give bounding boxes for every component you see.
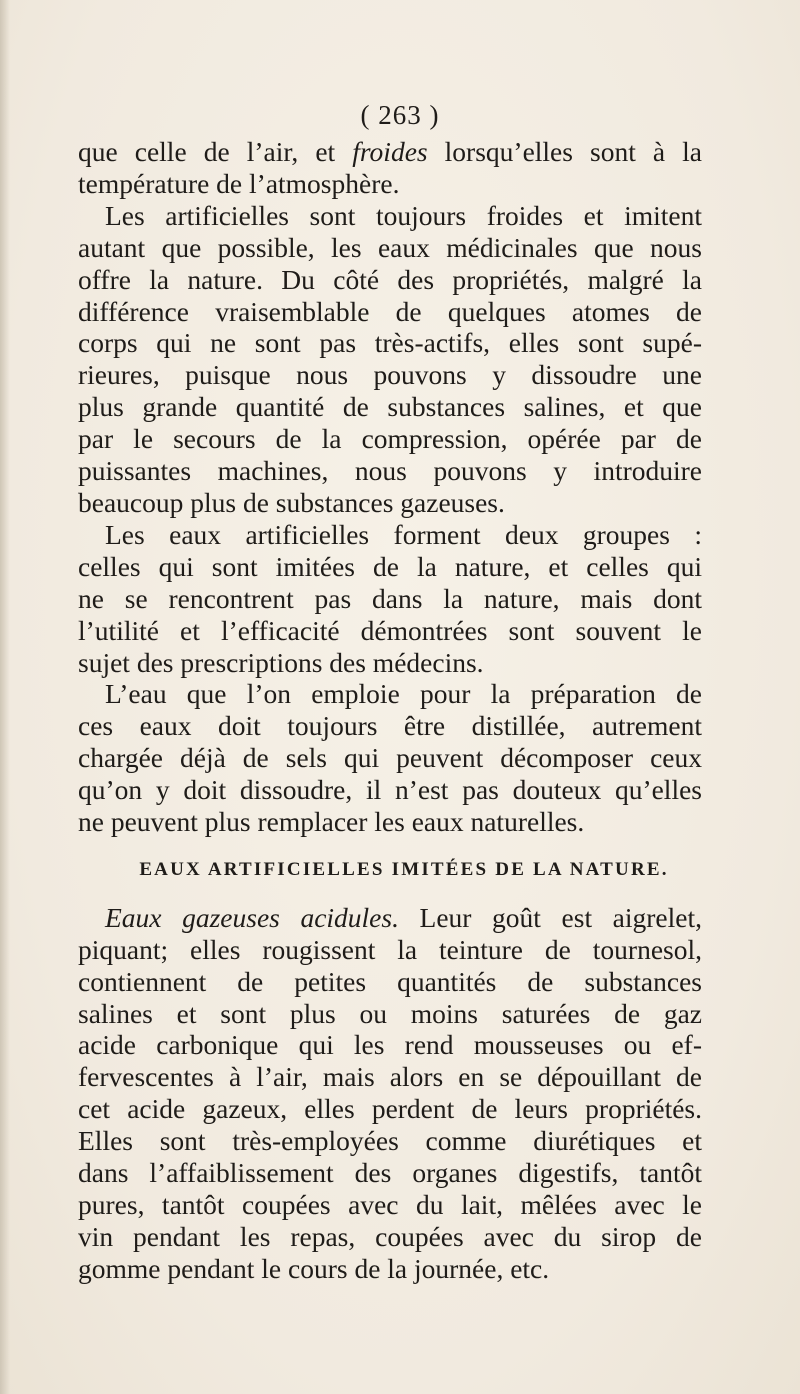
text-line: fervescentes à l’air, mais alors en se dépouillant de: [78, 1061, 702, 1093]
text-line: offre la nature. Du côté des propriétés, malgré la: [78, 263, 702, 295]
text-line: qu’on y doit dissoudre, il n’est pas douteux qu’elles: [78, 774, 702, 806]
text-line: corps qui ne sont pas très-actifs, elles sont supé-: [78, 327, 702, 359]
text-line: Les eaux artificielles forment deux groupes :: [105, 518, 702, 550]
text-line: puissantes machines, nous pouvons y introduire: [78, 455, 702, 487]
text-line: celles qui sont imitées de la nature, et celles qui: [78, 550, 702, 582]
page-number: ( 263 ): [360, 100, 440, 130]
text-line: acide carbonique qui les rend mousseuses ou ef-: [78, 1029, 702, 1061]
paragraph-continuation: [78, 136, 702, 200]
paragraph-artificial-waters: [78, 200, 702, 519]
text-line: vin pendant les repas, coupées avec du sirop de: [78, 1220, 702, 1252]
paragraph-gaseous-waters: [78, 902, 702, 1285]
text-line: l’utilité et l’efficacité démontrées sont souvent le: [78, 614, 702, 646]
text-line: L’eau que l’on emploie pour la préparation de: [105, 678, 702, 710]
text-line: ne peuvent plus remplacer les eaux naturelles.: [78, 806, 585, 838]
text-line: contiennent de petites quantités de substances: [78, 965, 702, 997]
paragraph-distilled-water: [78, 678, 702, 838]
text-line: température de l’atmosphère.: [78, 167, 400, 199]
emphasis: froides: [352, 136, 428, 167]
text-line: pures, tantôt coupées avec du lait, mêlées avec le: [78, 1189, 702, 1220]
text-line: Les artificielles sont toujours froides et imitent: [105, 199, 702, 231]
text-line: par le secours de la compression, opérée par de: [78, 423, 702, 455]
text-line: dans l’affaiblissement des organes digestifs, tantôt: [78, 1157, 702, 1189]
section-heading: EAUX ARTIFICIELLES IMITÉES DE LA NATURE.: [139, 858, 669, 880]
text-line: Eaux gazeuses acidules. Leur goût est aigrelet,: [105, 901, 702, 933]
text-line: piquant; elles rougissent la teinture de tournesol,: [78, 933, 702, 965]
text-line: rieures, puisque nous pouvons y dissoudre une: [78, 359, 702, 391]
text-line: plus grande quantité de substances salines, et que: [78, 391, 702, 423]
body-text: [78, 136, 702, 1285]
emphasis: Eaux gazeuses acidules.: [105, 901, 399, 933]
text-line: ne se rencontrent pas dans la nature, mais dont: [78, 582, 702, 614]
text-line: que celle de l’air, et froides lorsqu’elles sont à la: [78, 136, 703, 167]
text-line: beaucoup plus de substances gazeuses.: [78, 486, 505, 518]
page-edge-shadow: [0, 0, 10, 1394]
text-line: ces eaux doit toujours être distillée, autrement: [78, 710, 702, 742]
text-line: sujet des prescriptions des médecins.: [78, 646, 484, 678]
text-line: cet acide gazeux, elles perdent de leurs propriétés.: [78, 1093, 702, 1125]
text-line: chargée déjà de sels qui peuvent décomposer ceux: [78, 742, 702, 774]
text-line: différence vraisemblable de quelques atomes de: [78, 295, 702, 327]
text-line: autant que possible, les eaux médicinales que nous: [78, 231, 702, 263]
paragraph-groups: [78, 519, 702, 679]
text-line: Elles sont très-employées comme diurétiques et: [78, 1125, 702, 1157]
text-line: salines et sont plus ou moins saturées de gaz: [78, 997, 702, 1029]
text-line: gomme pendant le cours de la journée, etc.: [78, 1252, 550, 1284]
